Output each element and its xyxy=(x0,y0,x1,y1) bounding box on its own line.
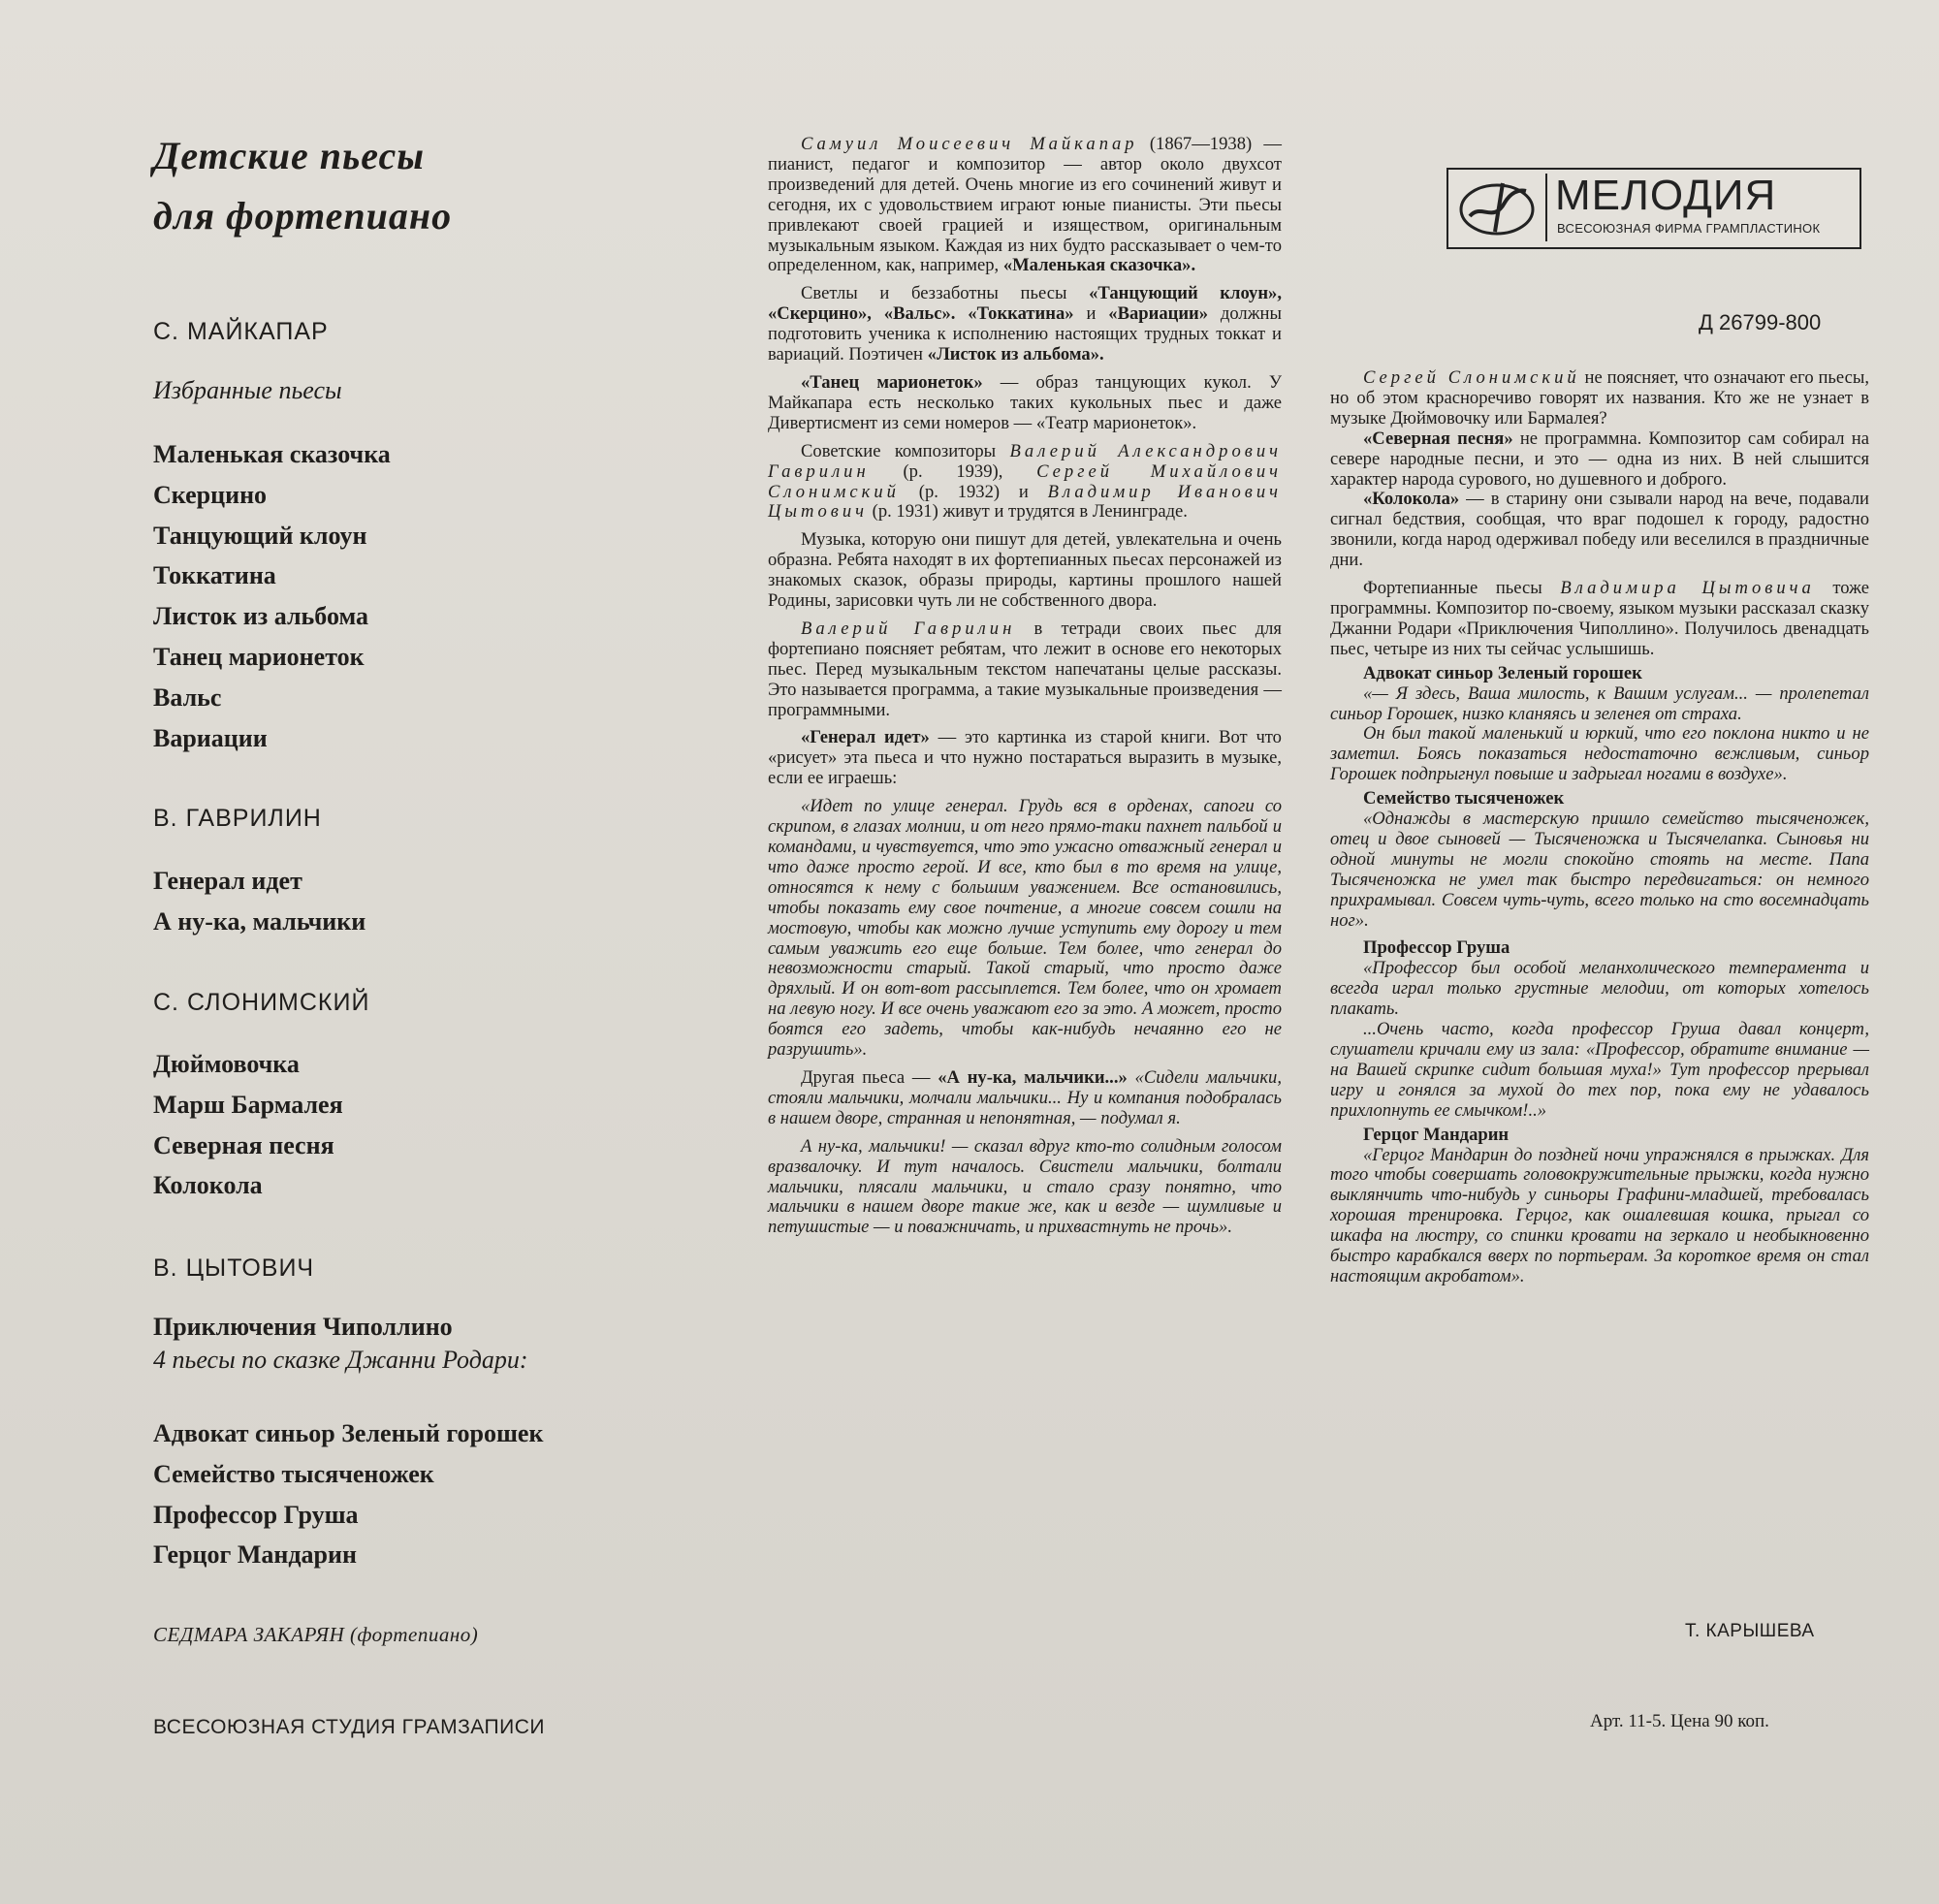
track-title: Танец марионеток xyxy=(153,642,365,671)
piece-reference: «Листок из альбома». xyxy=(927,344,1104,365)
notes-text: в тетради своих пьес для фортепиано поясняет ребятам, что лежит в основе его некоторых пьес. Перед музыкальным текстом напечатаны целые рассказы. Это называется программа, а такие музыкальные произведения — программными. xyxy=(768,618,1282,720)
track-title: Северная песня xyxy=(153,1130,334,1159)
notes-paragraph xyxy=(768,284,1282,365)
track-title: Семейство тысяченожек xyxy=(153,1459,434,1488)
person-name: Владимир Иванович Цытович xyxy=(768,481,1283,523)
track-title: Адвокат синьор Зеленый горошек xyxy=(153,1419,544,1447)
notes-text: не программна. Композитор сам собирал на севере народные песни, и это — одна из них. В ней слышится характер народа сурового, но душевного и доброго. xyxy=(1330,428,1869,490)
notes-text: (1867—1938) — пианист, педагог и композитор — автор около двухсот произведений для детей. Очень многие из его сочинений живут и сегодня, их с удовольствием играют юные пианисты. Эти пьесы привлекают своей грацией и изяществом, оригинальным музыкальным языком. Каждая из них будто рассказывает о чем-то определенном, как, например, xyxy=(768,134,1282,276)
notes-text: тоже программны. Композитор по-своему, языком музыки рассказал сказку Джанни Родари «Приключения Чиполлино». Получилось двенадцать пьес, четыре из них ты сейчас услышишь. xyxy=(1330,578,1869,659)
notes-text: — образ танцующих кукол. У Майкапара есть несколько таких кукольных пьес и даже Дивертисмент из семи номеров — «Театр марионеток». xyxy=(768,371,1282,433)
melodiya-logo xyxy=(1446,168,1861,249)
notes-text: Фортепианные пьесы xyxy=(1363,578,1561,599)
notes-quote: «Сидели мальчики, стояли мальчики, молчали мальчики... Ну и компания подобралась в нашем дворе, странная и непонятная, — подумал я. xyxy=(768,1066,1282,1128)
brand-name: МЕЛОДИЯ xyxy=(1555,172,1777,219)
slonimsky-piece-list xyxy=(153,1044,343,1206)
track-title: Марш Бармалея xyxy=(153,1090,343,1119)
track-title: Танцующий клоун xyxy=(153,521,367,550)
notes-paragraph xyxy=(768,1068,1282,1129)
notes-quote: А ну-ка, мальчики! — сказал вдруг кто-то солидным голосом вразвалочку. И тут началось. Свистели мальчики, болтали мальчики, плясали мальчики, и стало сразу понятно, что мальчики в нашем дворе такие же, как и везде — шумливые и петушистые — и поважничать, и прихвастнуть не прочь». xyxy=(768,1135,1282,1238)
studio-credit: ВСЕСОЮЗНАЯ СТУДИЯ ГРАМЗАПИСИ xyxy=(153,1716,545,1738)
price-label: Арт. 11-5. Цена 90 коп. xyxy=(1590,1711,1769,1731)
person-name: Сергей Слонимский xyxy=(1363,367,1580,388)
notes-text: (р. 1931) живут и трудятся в Ленинграде. xyxy=(867,501,1188,523)
piece-reference: «А ну-ка, мальчики...» xyxy=(938,1066,1128,1088)
notes-text: (р. 1939), xyxy=(869,460,1037,482)
piece-reference: «Северная песня» xyxy=(1363,428,1513,449)
notes-text: и xyxy=(1073,303,1109,325)
maykapar-piece-list xyxy=(153,434,391,758)
notes-quote: ...Очень часто, когда профессор Груша давал концерт, слушатели кричали ему из зала: «Профессор, обратите внимание — на Вашей скрипке сидит большая муха!» Тут профессор прерывал игру и гонялся за мухой до тех пор, пока ему не удавалось прихлопнуть ее смычком!..» xyxy=(1330,1019,1869,1121)
notes-text: Советские композиторы xyxy=(801,440,1010,461)
piece-reference: «Маленькая сказочка». xyxy=(1002,255,1196,276)
section-heading: Герцог Мандарин xyxy=(1363,1124,1510,1145)
piece-reference: «Генерал идет» xyxy=(801,727,930,748)
person-name: Валерий Гаврилин xyxy=(801,618,1016,639)
notes-paragraph xyxy=(1330,490,1869,571)
track-title: Вариации xyxy=(153,723,268,752)
album-title xyxy=(153,126,715,246)
notes-paragraph xyxy=(768,619,1282,721)
maykapar-subtitle: Избранные пьесы xyxy=(153,376,342,404)
notes-text: должны подготовить ученика к исполнению настоящих трудных токкат и вариаций. Поэтичен xyxy=(768,303,1283,365)
cycle-title: Приключения Чиполлино xyxy=(153,1313,453,1341)
notes-quote: «Профессор был особой меланхолического темперамента и всегда играл только грустные мелодии, от которых хотелось плакать. xyxy=(1330,958,1869,1020)
author-signature: Т. КАРЫШЕВА xyxy=(1685,1621,1815,1641)
notes-paragraph xyxy=(768,728,1282,789)
track-title: Токкатина xyxy=(153,561,276,590)
piece-reference: «Танец марионеток» xyxy=(801,371,983,393)
notes-quote: «— Я здесь, Ваша милость, к Вашим услугам... — пролепетал синьор Горошек, низко кланяясь и зеленея от страха. xyxy=(1330,682,1869,724)
notes-paragraph xyxy=(768,135,1282,276)
notes-paragraph xyxy=(768,442,1282,524)
track-title: Дюймовочка xyxy=(153,1050,300,1078)
track-title: Генерал идет xyxy=(153,867,302,895)
notes-paragraph xyxy=(1330,429,1869,491)
track-title: Герцог Мандарин xyxy=(153,1540,357,1570)
cycle-subtitle: 4 пьесы по сказке Джанни Родари: xyxy=(153,1346,528,1374)
performer-credit: СЕДМАРА ЗАКАРЯН (фортепиано) xyxy=(153,1623,479,1646)
person-name: Сергей Михайлович Слонимский xyxy=(768,460,1282,502)
melodiya-emblem-icon xyxy=(1458,177,1536,238)
notes-quote: «Однажды в мастерскую пришло семейство тысяченожек, отец и двое сыновей — Тысяченожка и Тысячелапка. Сыновья ни одной минуты не могли спокойно стоять на месте. Папа Тысяченожка не умел так быстро передвигаться: он немного прихрамывал. Совсем чуть-чуть, всего только на сто восемнадцать ног». xyxy=(1330,809,1869,931)
liner-notes-column-right xyxy=(1330,368,1869,1287)
notes-quote: Он был такой маленький и юркий, что его поклона никто и не заметил. Боясь показаться недостаточно вежливым, синьор Горошек подпрыгнул повыше и задрыгал ногами в воздухе». xyxy=(1330,723,1869,785)
notes-text: Светлы и беззаботны пьесы xyxy=(801,283,1090,304)
notes-text: Другая пьеса — xyxy=(801,1066,938,1088)
notes-quote: «Герцог Мандарин до поздней ночи упражнялся в прыжках. Для того чтобы совершать головокружительные прыжки, когда нужно выклянчить что-нибудь у синьоры Графини-младшей, требовалась хорошая тренировка. Герцог, как ошалевшая кошка, прыгал со шкафа на люстру, со спинки кровати на зеркало и необыкновенно быстро карабкался вверх по портьерам. За короткое время он стал настоящим акробатом». xyxy=(1330,1144,1869,1286)
person-name: Владимира Цытовича xyxy=(1560,578,1815,599)
track-title: Маленькая сказочка xyxy=(153,440,391,468)
piece-reference: «Танцующий клоун», «Скерцино», «Вальс». «Токкатина» xyxy=(768,283,1282,325)
person-name: Валерий Александрович Гаврилин xyxy=(768,440,1282,482)
notes-text: не поясняет, что означают его пьесы, но об этом красноречиво говорят их названия. Кто же не узнает в музыке Дюймовочку или Бармалея? xyxy=(1330,367,1869,428)
notes-text: (р. 1932) и xyxy=(899,481,1048,502)
liner-notes-column-middle xyxy=(768,135,1282,1238)
gavrilin-piece-list xyxy=(153,861,366,942)
album-title-line-1: Детские пьесы xyxy=(153,134,425,177)
track-title: Скерцино xyxy=(153,480,268,509)
notes-text: — в старину они сзывали народ на вече, подавали сигнал бедствия, сообщая, что враг подошел к городу, радостно звонили, когда народ одерживал победу или веселился в праздничные дни. xyxy=(1330,489,1869,571)
program-column xyxy=(153,126,715,1738)
notes-quote: «Идет по улице генерал. Грудь вся в орденах, сапоги со скрипом, в глазах молнии, и от него прямо-таки пахнет пальбой и командами, и чувствуется, что это ужасно отважный генерал и что даже просто герой. И все, кто был в то время на улице, относятся к нему с большим уважением. Все остановились, чтобы показать ему свое почтение, а многие совсем сошли на мостовую, чтобы как можно лучше уступить ему дорогу и тем самым уважить его еще больше. Тем более, что генерал до невозможности старый. Такой старый, что просто даже дряхлый. И он вот-вот рассыплется. Тем более, что он хромает на левую ногу. И все очень уважают его за это. А может, просто боятся его задеть, чтобы как-нибудь нечаянно его не разрушить». xyxy=(768,796,1282,1061)
composer-slonimsky: С. СЛОНИМСКИЙ xyxy=(153,989,370,1016)
notes-paragraph xyxy=(1330,579,1869,660)
brand-subtitle: ВСЕСОЮЗНАЯ ФИРМА ГРАМПЛАСТИНОК xyxy=(1557,221,1821,236)
notes-paragraph xyxy=(1330,368,1869,429)
track-title: Листок из альбома xyxy=(153,602,368,631)
tsytovich-piece-list xyxy=(153,1413,543,1575)
section-heading: Адвокат синьор Зеленый горошек xyxy=(1363,662,1642,683)
notes-paragraph xyxy=(768,373,1282,434)
section-heading: Семейство тысяченожек xyxy=(1363,788,1565,809)
composer-gavrilin: В. ГАВРИЛИН xyxy=(153,805,322,832)
track-title: Профессор Груша xyxy=(153,1500,359,1529)
person-name: Самуил Моисеевич Майкапар xyxy=(801,134,1138,154)
notes-paragraph: Музыка, которую они пишут для детей, увлекательна и очень образна. Ребята находят в их фортепианных пьесах персонажей из знакомых сказок, образы природы, картины прошлого нашей Родины, зарисовки чуть ли не собственного двора. xyxy=(768,529,1282,612)
section-heading: Профессор Груша xyxy=(1363,937,1510,959)
notes-text: — это картинка из старой книги. Вот что «рисует» эта пьеса и что нужно постараться выразить в музыке, если ее играешь: xyxy=(768,727,1282,789)
composer-tsytovich: В. ЦЫТОВИЧ xyxy=(153,1254,315,1282)
piece-reference: «Колокола» xyxy=(1363,489,1460,510)
album-title-line-2: для фортепиано xyxy=(153,194,453,238)
catalog-number: Д 26799-800 xyxy=(1699,310,1822,334)
logo-divider xyxy=(1545,174,1547,241)
composer-maykapar: С. МАЙКАПАР xyxy=(153,318,329,345)
track-title: Вальс xyxy=(153,682,222,712)
track-title: А ну-ка, мальчики xyxy=(153,906,366,936)
piece-reference: «Вариации» xyxy=(1108,303,1209,325)
track-title: Колокола xyxy=(153,1171,263,1200)
